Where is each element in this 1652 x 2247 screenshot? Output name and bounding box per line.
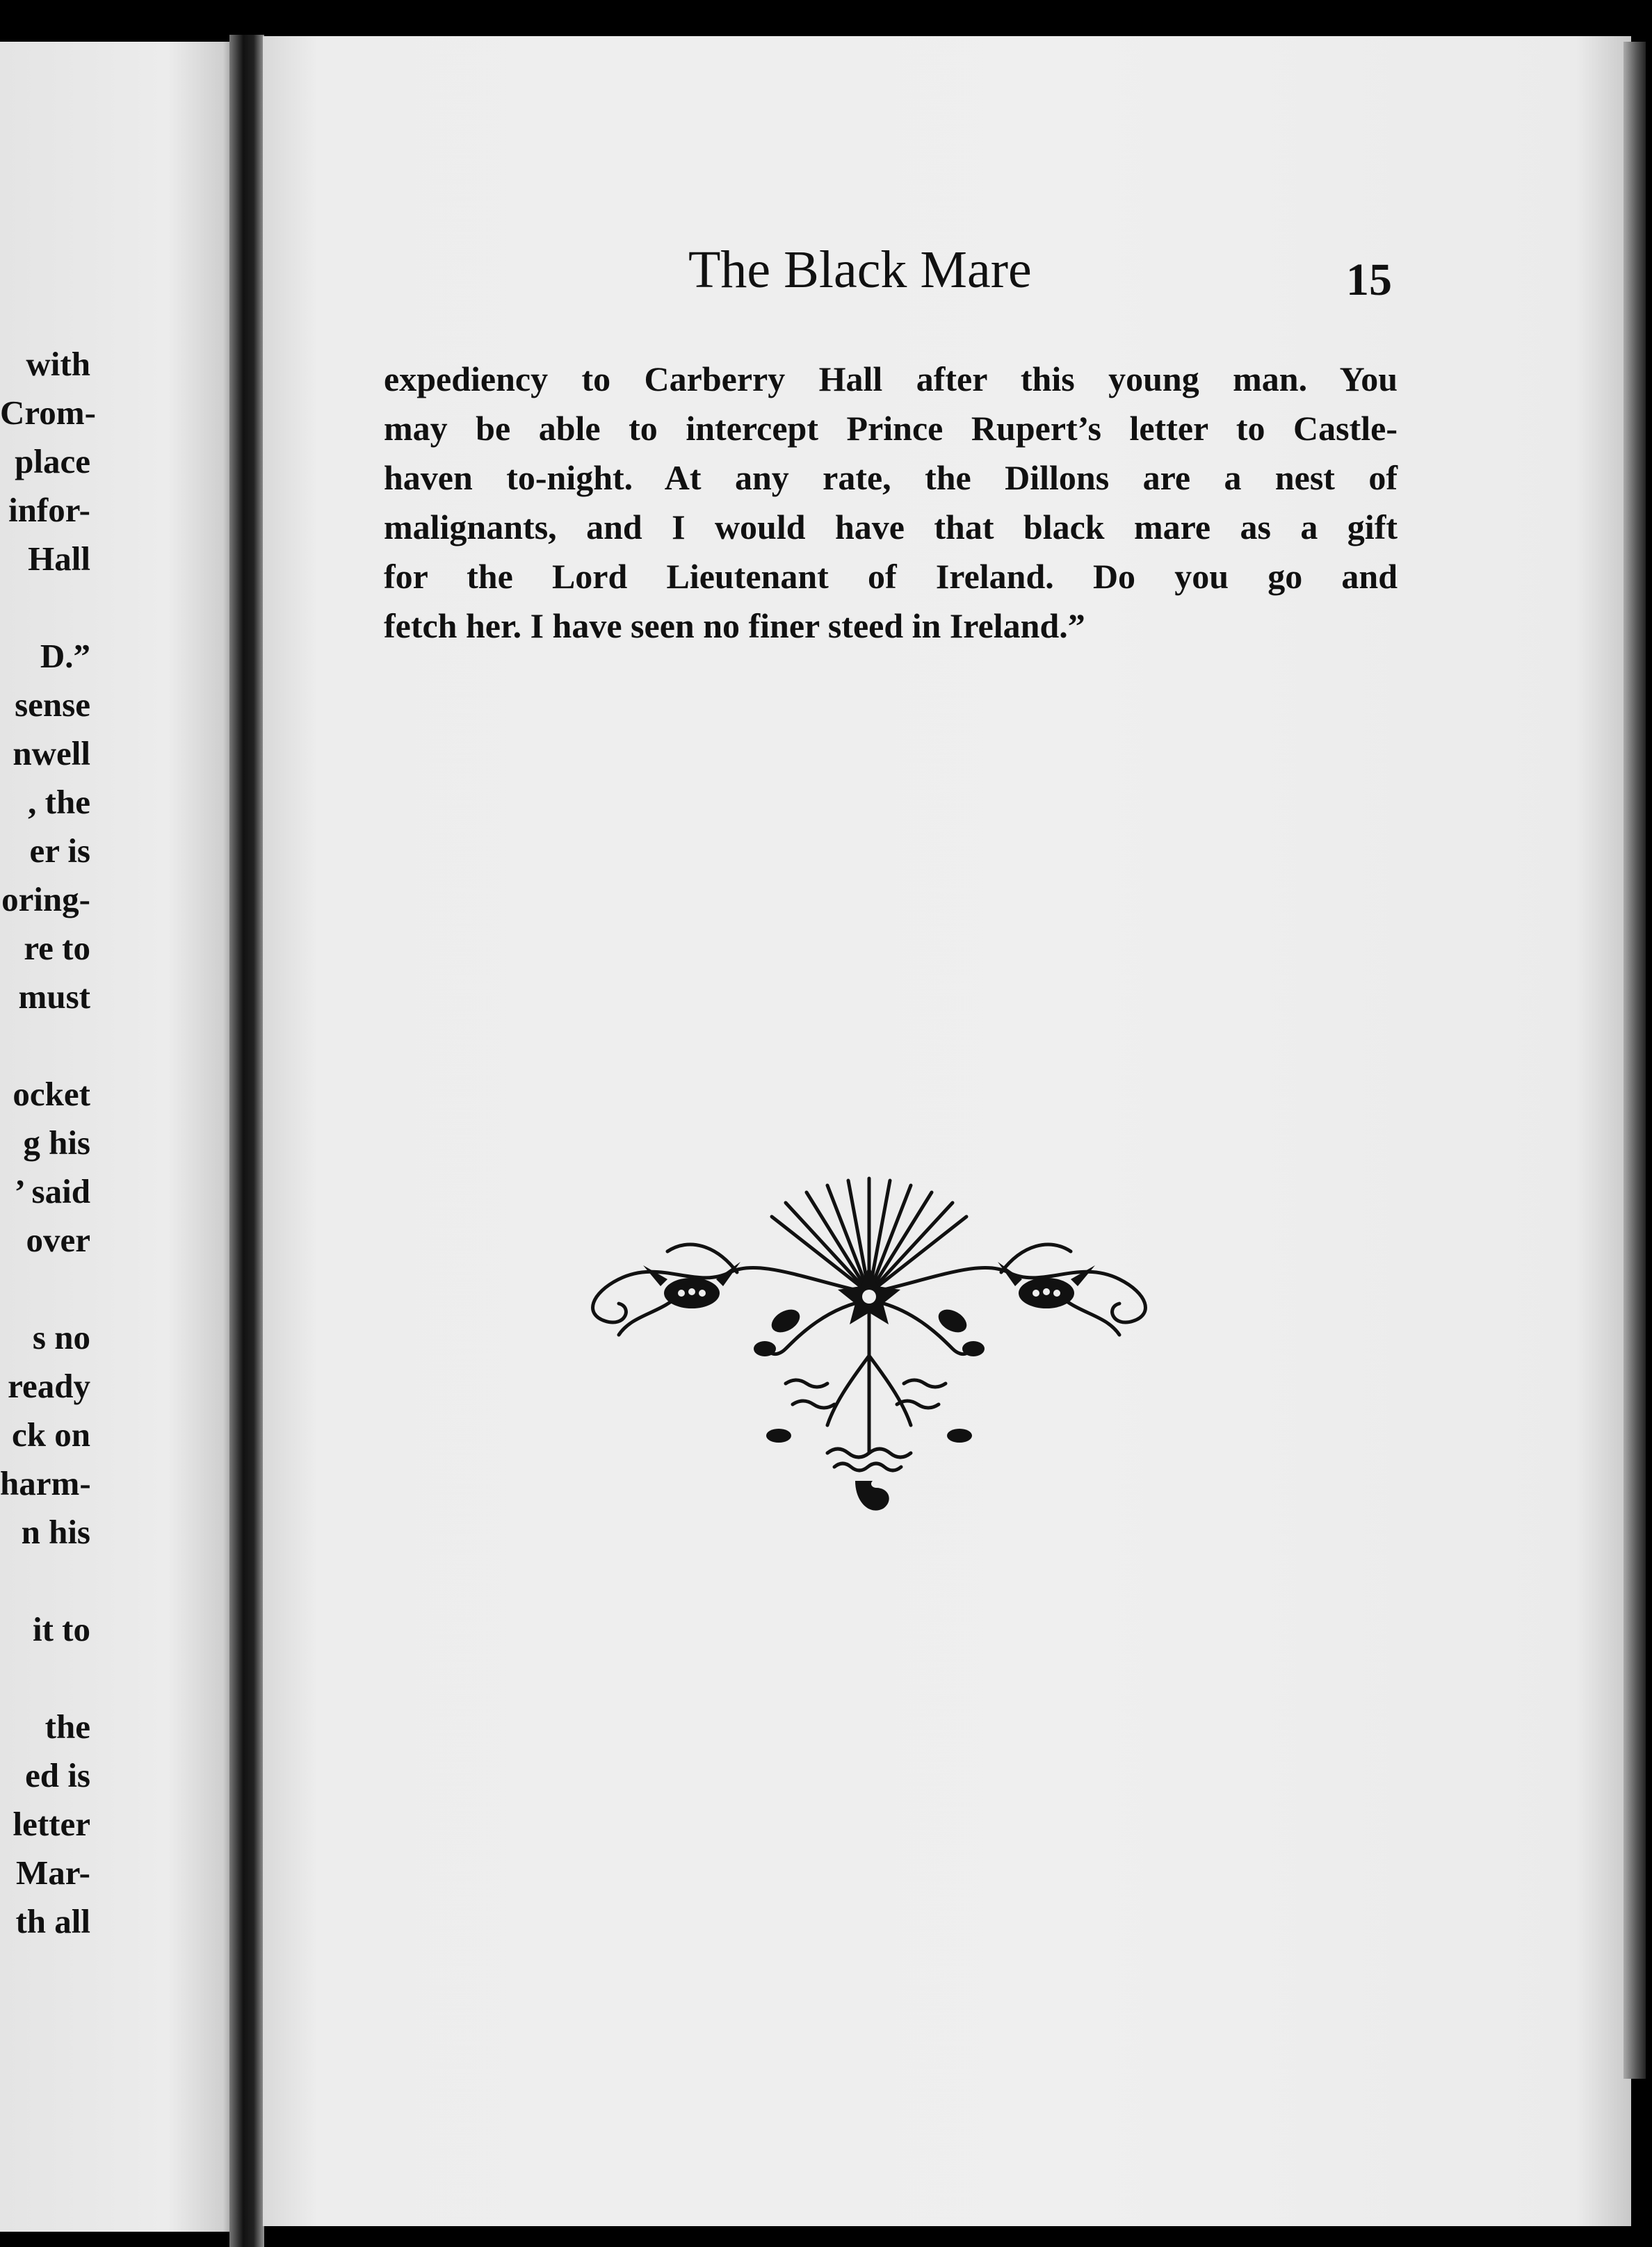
left-line-fragment: infor- [8,491,90,529]
left-line-fragment: ck on [11,1415,90,1454]
page-edge [1623,42,1646,2079]
floral-tailpiece-icon [577,1175,1189,1523]
text-line: malignants, and I would have that black mare as a gift [384,508,1398,546]
left-line-fragment: it to [33,1610,90,1648]
left-line-fragment: g his [23,1124,90,1162]
left-line-fragment: ed is [25,1756,90,1794]
left-line-fragment: must [18,978,90,1016]
left-line-fragment: over [26,1221,90,1259]
left-line-fragment: sense [15,686,90,724]
left-line-fragment: er is [29,832,90,870]
left-line-fragment: Crom- [0,394,96,432]
page-number: 15 [1346,254,1392,305]
left-line-fragment: oring- [1,880,90,918]
left-line-fragment: with [26,345,90,383]
left-line-fragment: harm- [0,1464,91,1502]
text-line: fetch her. I have seen no finer steed in Ireland.” [384,606,1085,645]
left-line-fragment: the [44,1707,90,1746]
left-line-fragment: , the [28,783,90,821]
left-line-fragment: Mar- [16,1853,90,1892]
left-line-fragment: letter [13,1805,90,1843]
text-line: may be able to intercept Prince Rupert’s letter to Castle- [384,409,1398,448]
body-text [384,355,1398,651]
left-line-fragment: nwell [13,734,90,772]
left-line-fragment: place [15,442,90,480]
left-line-fragment: Hall [28,540,90,578]
left-line-fragment: th all [15,1902,90,1940]
left-line-fragment: D.” [40,637,90,675]
left-line-fragment: re to [24,929,90,967]
left-line-fragment: s no [32,1318,90,1356]
book-gutter [229,35,264,2247]
text-line: for the Lord Lieutenant of Ireland. Do you go and [384,557,1398,596]
left-line-fragment: ready [8,1367,90,1405]
left-line-fragment: ocket [13,1075,90,1113]
running-head: The Black Mare [688,241,1032,299]
text-line: expediency to Carberry Hall after this young man. You [384,359,1398,398]
left-line-fragment: n his [21,1513,90,1551]
left-line-fragment: ’ said [14,1172,90,1210]
text-line: haven to-night. At any rate, the Dillons are a nest of [384,458,1398,497]
